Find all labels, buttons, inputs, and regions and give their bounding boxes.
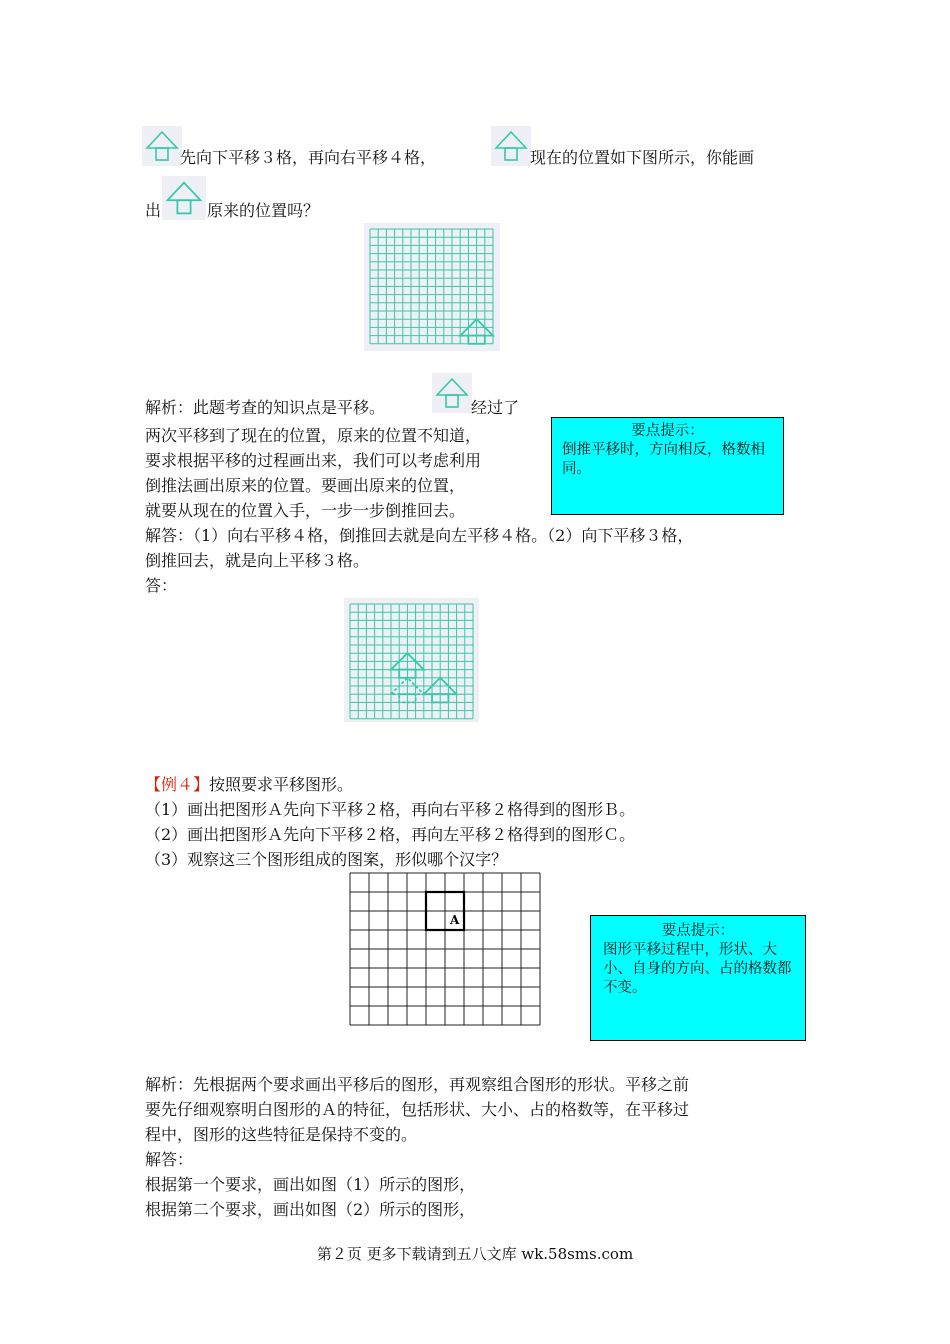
problem-line1-b: 现在的位置如下图所示，你能画 [530,148,755,167]
analysis-line1-a: 解析：此题考查的知识点是平移。 [145,398,386,417]
grid-label-a: A [450,913,460,927]
example-title: 按照要求平移图形。 [209,775,354,794]
analysis2-line: 要先仔细观察明白图形的Ａ的特征，包括形状、大小、占的格数等，在平移过 [145,1100,690,1119]
analysis-line: 要求根据平移的过程画出来，我们可以考虑利用 [145,451,482,470]
analysis-line: 就要从现在的位置入手，一步一步倒推回去。 [145,501,466,520]
example-item: （3）观察这三个图形组成的图案，形似哪个汉字？ [145,850,508,869]
tip-body: 图形平移过程中，形状、大小、自身的方向、占的格数都不变。 [603,942,792,996]
example-item: （1）画出把图形Ａ先向下平移２格，再向右平移２格得到的图形Ｂ。 [145,800,636,819]
grid-background [344,598,479,722]
answer-label: 答： [145,576,178,595]
house-shape-icon [142,126,182,166]
tip-title: 要点提示： [631,423,704,439]
analysis2-line: 根据第二个要求，画出如图（2）所示的图形， [145,1200,476,1219]
example-grid [349,872,542,1027]
analysis2-line: 解答： [145,1150,194,1169]
analysis2-line: 程中，图形的这些特征是保持不变的。 [145,1125,418,1144]
house-shape-icon [491,126,531,166]
page-footer: 第２页 更多下载请到五八文库 wk.58sms.com [316,1245,634,1263]
tip-body: 倒推平移时，方向相反，格数相同。 [562,442,765,477]
example4-heading [145,772,353,798]
house-shape-icon [432,373,472,413]
analysis-line: 倒推法画出原来的位置。要画出原来的位置， [145,476,466,495]
answer-line: 解答：（1）向右平移４格，倒推回去就是向左平移４格。（2）向下平移３格， [145,526,694,545]
grid-background [364,223,500,351]
problem-grid [364,223,500,351]
house-shape-icon [162,176,206,220]
tip-title: 要点提示： [661,923,735,939]
problem-line1-a: 先向下平移３格，再向右平移４格， [180,148,437,167]
example-item: （2）画出把图形Ａ先向下平移２格，再向左平移２格得到的图形Ｃ。 [145,825,636,844]
problem-line2-a: 出 [145,201,162,220]
tip-box [551,417,784,515]
problem-line2-b: 原来的位置吗？ [207,201,320,220]
answer-line: 倒推回去，就是向上平移３格。 [145,551,370,570]
answer-grid [344,598,479,722]
analysis2-line: 根据第一个要求，画出如图（1）所示的图形， [145,1175,476,1194]
analysis-line1-b: 经过了 [471,398,520,417]
tip-box [590,915,806,1041]
analysis-line: 两次平移到了现在的位置，原来的位置不知道， [145,426,482,445]
analysis2-line: 解析：先根据两个要求画出平移后的图形，再观察组合图形的形状。平移之前 [145,1075,690,1094]
example-tag: 【例４】 [145,775,210,794]
